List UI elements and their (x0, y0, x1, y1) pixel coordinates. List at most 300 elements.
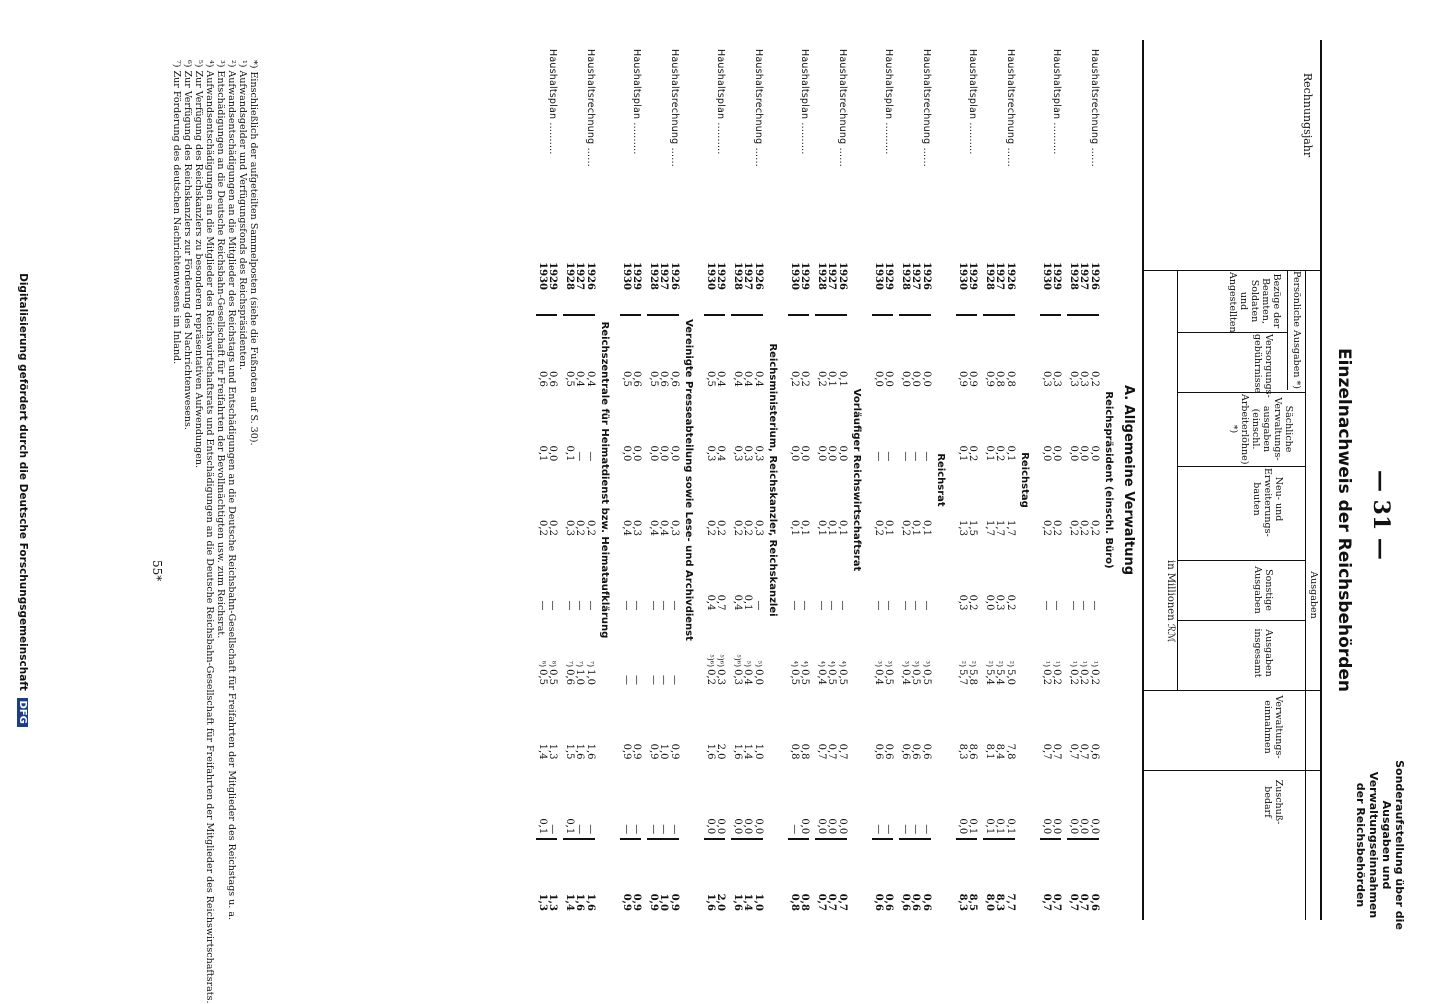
cell-versorgung: 0,2 (967, 445, 979, 462)
cell-einnahmen: 0,0 (816, 818, 827, 835)
gap-cell (783, 45, 789, 915)
cell-versorgung: 0,0 (1089, 445, 1100, 462)
cell-neubauten: — (658, 600, 670, 611)
table-row (574, 45, 585, 915)
footnote-line: ⁴) Aufwandsentschädigungen an die Mitglieder des Reichswirtschaftsrats und Entschädigungen an die Deutsche Reichsbahn-Gesellschaft für Freifahrten der Mitglieder des Reichswirtschaftsrats. (204, 60, 215, 1004)
cell-zuschuss: 1,6 (732, 839, 743, 915)
row-year: 1928 (900, 258, 911, 315)
cell-neubauten: — (921, 600, 932, 611)
col-divider (1178, 392, 1306, 393)
row-label: Haushaltsrechnung ...... (837, 49, 848, 167)
col-header-jahr: Rechnungsjahr (1301, 72, 1314, 158)
table-row (900, 45, 911, 915)
table-row (994, 45, 1005, 915)
row-label: Haushaltsplan .......... (1051, 49, 1063, 155)
cell-bezuege: 0,0 (883, 370, 895, 387)
cell-value: 0,5 (547, 669, 559, 685)
cell-insgesamt: 1,4 (742, 743, 754, 760)
table-row (1078, 45, 1089, 915)
cell-insgesamt: 0,6 (900, 743, 911, 760)
cell-versorgung: 0,0 (658, 445, 670, 462)
footnote-marker: ⁴) (838, 660, 847, 668)
page-footer-number: 55* (150, 560, 164, 582)
cell-bezuege: 0,3 (1051, 370, 1063, 387)
row-label (1068, 45, 1079, 258)
cell-sonstige (994, 614, 1005, 689)
cell-saechliche: 0,2 (1089, 520, 1100, 536)
cell-versorgung: 0,0 (799, 445, 811, 462)
cell-neubauten: — (631, 600, 643, 611)
cell-bezuege: 0,0 (910, 370, 922, 387)
cell-value: 0,2 (1089, 669, 1100, 685)
cell-value: 0,4 (900, 669, 911, 685)
row-year: 1928 (648, 258, 659, 315)
row-gap (531, 45, 537, 915)
cell-saechliche: 0,3 (631, 520, 643, 536)
footnote-marker: ⁵) (743, 660, 753, 668)
table-row (921, 45, 932, 915)
cell-insgesamt: 1,6 (732, 743, 743, 760)
row-label: Haushaltsrechnung ...... (1005, 49, 1016, 167)
gap-cell (951, 45, 957, 915)
cell-insgesamt: 8,1 (984, 743, 995, 760)
cell-einnahmen: 0,0 (742, 818, 754, 835)
table-row (669, 45, 680, 915)
cell-insgesamt: 0,9 (648, 743, 659, 760)
page-title: Einzelnachweis der Reichsbehörden (1334, 347, 1354, 693)
cell-zuschuss: 0,8 (799, 839, 810, 915)
cell-value: 0,5 (789, 669, 800, 685)
cell-value: 0,3 (715, 669, 727, 685)
cell-sonstige (715, 614, 726, 689)
cell-sonstige (621, 614, 632, 689)
row-label (957, 45, 968, 258)
col-rule (1287, 270, 1288, 390)
digitization-text: Digitalisierung gefördert durch die Deutsche Forschungsgemeinschaft (17, 273, 29, 691)
table-row (1041, 45, 1052, 915)
header-line-3: der Reichsbehörden (1354, 782, 1367, 908)
page-number: — 31 — (1368, 470, 1394, 560)
section-heading (595, 45, 615, 915)
col-header-persoenliche: Persönliche Ausgaben *) (1291, 271, 1302, 389)
cell-saechliche: 0,2 (1078, 520, 1090, 536)
cell-versorgung: 0,1 (564, 445, 575, 462)
cell-zuschuss: 1,3 (547, 839, 558, 915)
cell-versorgung: — (873, 451, 884, 462)
footnote-line: ⁵) Zur Verfügung des Reichskanzlers zu besonderen repräsentativen Aufwendungen. (193, 60, 204, 469)
cell-sonstige (837, 614, 848, 689)
cell-neubauten: — (826, 600, 838, 611)
cell-bezuege: 0,0 (921, 370, 932, 387)
footnote-marker: ⁵) (754, 660, 763, 668)
cell-saechliche: 0,2 (1051, 520, 1063, 536)
cell-saechliche: 0,3 (564, 520, 575, 536)
cell-zuschuss: 0,6 (910, 839, 921, 915)
cell-neubauten: 0,2 (967, 594, 979, 611)
cell-einnahmen: 0,0 (837, 818, 848, 835)
cell-einnahmen: 0,0 (1041, 818, 1052, 835)
row-year: 1930 (621, 258, 632, 315)
cell-einnahmen: 0,0 (957, 818, 968, 835)
row-label (621, 45, 632, 258)
cell-bezuege: 0,9 (984, 370, 995, 387)
digitization-note (17, 0, 29, 1000)
row-label (564, 45, 575, 258)
cell-zuschuss: 1,0 (753, 839, 764, 915)
cell-einnahmen: — (621, 824, 632, 835)
cell-bezuege: 0,0 (900, 370, 911, 387)
cell-neubauten: — (910, 600, 922, 611)
cell-saechliche: 0,4 (658, 520, 670, 536)
cell-insgesamt: 0,8 (799, 743, 811, 760)
cell-bezuege: 0,2 (816, 370, 827, 387)
cell-insgesamt: 0,7 (837, 743, 848, 760)
cell-zuschuss: 0,7 (1041, 839, 1052, 915)
cell-neubauten: 0,4 (705, 594, 716, 611)
footnote-marker: ²) (958, 660, 967, 668)
cell-zuschuss: 0,9 (621, 839, 632, 915)
cell-value: — (648, 675, 659, 685)
gap-cell (894, 45, 900, 915)
cell-sonstige (883, 614, 894, 689)
row-label: Haushaltsrechnung ...... (669, 49, 680, 167)
cell-saechliche: 0,1 (921, 520, 932, 536)
cell-versorgung: 0,0 (1041, 445, 1052, 462)
table-body (531, 45, 1139, 915)
cell-saechliche: 0,1 (910, 520, 922, 536)
cell-einnahmen: — (658, 824, 670, 835)
col-header-einnahmen: Verwaltungs-einnahmen (1262, 695, 1284, 759)
cell-insgesamt: 0,6 (883, 743, 895, 760)
cell-zuschuss: 0,6 (900, 839, 911, 915)
cell-value: 0,6 (564, 669, 575, 685)
cell-zuschuss: 2,0 (715, 839, 726, 915)
cell-einnahmen: 0,1 (967, 818, 979, 835)
cell-bezuege: 0,5 (705, 370, 716, 387)
cell-neubauten: — (648, 600, 659, 611)
cell-zuschuss: 8,3 (994, 839, 1005, 915)
cell-zuschuss: 1,4 (564, 839, 575, 915)
cell-einnahmen: — (883, 824, 895, 835)
cell-saechliche: 0,1 (837, 520, 848, 536)
row-year: 1928 (1068, 258, 1079, 315)
cell-zuschuss: 0,9 (669, 839, 680, 915)
section-heading (1119, 45, 1139, 915)
row-label (705, 45, 716, 258)
cell-sonstige (585, 614, 596, 689)
row-label: Haushaltsrechnung ...... (753, 49, 764, 167)
footnote-line: ⁶) Zur Verfügung des Reichskanzlers zur Förderung des Nachrichtenwesens. (182, 60, 193, 430)
row-label (537, 45, 548, 258)
cell-einnahmen: — (631, 824, 643, 835)
cell-versorgung: 0,4 (715, 445, 727, 462)
footnote-marker: ³) (911, 660, 921, 668)
table-row (873, 45, 884, 915)
row-year: 1930 (705, 258, 716, 315)
section-title: Reichsministerium, Reichskanzler, Reichskanzlei (767, 343, 779, 617)
cell-value: 0,2 (1068, 669, 1079, 685)
cell-insgesamt: 1,4 (537, 743, 548, 760)
row-label (574, 45, 585, 258)
cell-zuschuss: 0,6 (873, 839, 884, 915)
row-label: Haushaltsrechnung ...... (921, 49, 932, 167)
cell-insgesamt: 8,4 (994, 743, 1006, 760)
cell-bezuege: 0,3 (1068, 370, 1079, 387)
cell-zuschuss: 8,0 (984, 839, 995, 915)
cell-einnahmen: — (873, 824, 884, 835)
cell-zuschuss: 1,6 (585, 839, 596, 915)
row-label (1078, 45, 1089, 258)
table-row (957, 45, 968, 915)
cell-bezuege: 0,6 (537, 370, 548, 387)
row-gap (558, 45, 564, 915)
footnote-marker: ¹) (1042, 660, 1051, 668)
cell-insgesamt: 0,7 (826, 743, 838, 760)
cell-einnahmen: 0,1 (994, 818, 1006, 835)
section-title: Vorläufiger Reichswirtschaftsrat (851, 388, 863, 572)
cell-saechliche: 1,7 (994, 520, 1006, 536)
cell-einnahmen: — (910, 824, 922, 835)
cell-zuschuss: 7,7 (1005, 839, 1016, 915)
table-row (1068, 45, 1079, 915)
cell-einnahmen: 0,1 (1005, 818, 1016, 835)
cell-einnahmen: 0,0 (1089, 818, 1100, 835)
cell-versorgung: 0,3 (742, 445, 754, 462)
cell-einnahmen: 0,0 (705, 818, 716, 835)
row-gap (726, 45, 732, 915)
row-label (984, 45, 995, 258)
row-label (910, 45, 921, 258)
cell-versorgung: 0,0 (669, 445, 680, 462)
cell-saechliche: 0,1 (816, 520, 827, 536)
section-heading (847, 45, 867, 915)
table-row (537, 45, 548, 915)
row-gap (783, 45, 789, 915)
cell-einnahmen: 0,0 (1078, 818, 1090, 835)
cell-sonstige (1051, 614, 1062, 689)
footnote-marker: ⁵)⁶) (733, 654, 742, 668)
table-row (564, 45, 575, 915)
cell-versorgung: 0,0 (631, 445, 643, 462)
row-year: 1929 (967, 258, 978, 315)
cell-einnahmen: 0,1 (537, 818, 548, 835)
row-year: 1926 (1005, 258, 1016, 315)
footnote-marker: ³) (884, 660, 894, 668)
cell-value: 5,0 (1005, 669, 1016, 685)
cell-value: 0,5 (910, 669, 922, 685)
cell-neubauten: — (547, 600, 559, 611)
cell-value: 0,5 (537, 669, 548, 685)
cell-value: 0,4 (873, 669, 884, 685)
cell-versorgung: 0,0 (789, 445, 800, 462)
row-gap (978, 45, 984, 915)
cell-saechliche: 0,2 (732, 520, 743, 536)
cell-insgesamt: 0,7 (1068, 743, 1079, 760)
cell-insgesamt: 2,0 (715, 743, 727, 760)
cell-value: 0,5 (883, 669, 895, 685)
section-heading (763, 45, 783, 915)
row-year: 1927 (826, 258, 837, 315)
units-label: in Millionen ℛℳ (1165, 560, 1176, 643)
row-year: 1927 (994, 258, 1005, 315)
section-heading (1015, 45, 1035, 915)
section-main-title: A. Allgemeine Verwaltung (1121, 384, 1136, 576)
table-row (826, 45, 837, 915)
gap-cell (978, 45, 984, 915)
cell-value: 0,3 (732, 669, 743, 685)
cell-saechliche: 1,3 (957, 520, 968, 536)
cell-neubauten: — (1051, 600, 1063, 611)
cell-neubauten: 0,1 (742, 594, 754, 611)
cell-sonstige (1089, 614, 1100, 689)
section-heading (931, 45, 951, 915)
table-row (883, 45, 894, 915)
cell-neubauten: 0,3 (957, 594, 968, 611)
cell-neubauten: — (1041, 600, 1052, 611)
cell-versorgung: 0,1 (537, 445, 548, 462)
cell-einnahmen: 0,0 (826, 818, 838, 835)
row-year: 1930 (957, 258, 968, 315)
cell-insgesamt: 0,7 (816, 743, 827, 760)
row-year: 1929 (547, 258, 558, 315)
cell-bezuege: 0,6 (669, 370, 680, 387)
cell-sonstige (957, 614, 968, 689)
cell-sonstige (631, 614, 642, 689)
top-rule (1320, 40, 1322, 920)
cell-saechliche: 0,4 (648, 520, 659, 536)
row-year: 1929 (799, 258, 810, 315)
cell-einnahmen: — (585, 824, 596, 835)
cell-saechliche: 0,4 (621, 520, 632, 536)
table-row (585, 45, 596, 915)
col-divider (1178, 620, 1306, 621)
cell-einnahmen: 0,0 (715, 818, 727, 835)
cell-value: 0,2 (1051, 669, 1063, 685)
header-line-1: Sonderaufstellung über die (1393, 760, 1406, 930)
cell-versorgung: — (900, 451, 911, 462)
row-label (900, 45, 911, 258)
cell-versorgung: 0,0 (648, 445, 659, 462)
footnote-marker: ⁸) (548, 660, 558, 668)
cell-sonstige (826, 614, 837, 689)
row-label (873, 45, 884, 258)
table-row (910, 45, 921, 915)
row-label: Haushaltsrechnung ...... (1089, 49, 1100, 167)
cell-versorgung: 0,3 (753, 445, 764, 462)
footnote-marker: ²) (968, 660, 978, 668)
cell-insgesamt: 1,0 (753, 743, 764, 760)
gap-cell (699, 45, 705, 915)
cell-neubauten: 0,0 (984, 594, 995, 611)
col-divider (1142, 770, 1322, 771)
cell-insgesamt: 0,9 (621, 743, 632, 760)
section-heading (1099, 45, 1119, 915)
cell-neubauten: 0,4 (732, 594, 743, 611)
cell-bezuege: 0,4 (753, 370, 764, 387)
cell-sonstige (742, 614, 753, 689)
cell-einnahmen: 0,0 (732, 818, 743, 835)
cell-neubauten: — (753, 600, 764, 611)
cell-value: 5,4 (994, 669, 1006, 685)
cell-zuschuss: 0,7 (816, 839, 827, 915)
cell-sonstige (564, 614, 575, 689)
cell-einnahmen: 0,0 (1051, 818, 1063, 835)
table-row (705, 45, 716, 915)
cell-bezuege: 0,6 (631, 370, 643, 387)
row-year: 1929 (1051, 258, 1062, 315)
row-year: 1929 (631, 258, 642, 315)
cell-value: 1,0 (585, 669, 596, 685)
cell-neubauten: — (669, 600, 680, 611)
cell-neubauten: 0,7 (715, 594, 727, 611)
cell-zuschuss: 8,3 (957, 839, 968, 915)
cell-zuschuss: 0,7 (826, 839, 837, 915)
cell-value: 0,2 (1078, 669, 1090, 685)
cell-bezuege: 0,5 (648, 370, 659, 387)
cell-saechliche: 0,2 (873, 520, 884, 536)
cell-sonstige (753, 614, 764, 689)
row-label: Haushaltsplan .......... (631, 49, 643, 155)
cell-saechliche: 1,5 (967, 520, 979, 536)
cell-neubauten: — (564, 600, 575, 611)
cell-sonstige (658, 614, 669, 689)
table-row (799, 45, 810, 915)
row-year: 1926 (837, 258, 848, 315)
footnote-marker: ¹) (1069, 660, 1078, 668)
report-header (1354, 730, 1406, 960)
footnote-marker: ²) (1006, 660, 1015, 668)
cell-value: 0,4 (742, 669, 754, 685)
row-gap (1035, 45, 1041, 915)
cell-einnahmen: — (547, 824, 559, 835)
gap-cell (867, 45, 873, 915)
cell-sonstige (1041, 614, 1052, 689)
cell-insgesamt: 0,6 (873, 743, 884, 760)
footnote-marker: ⁷) (565, 660, 574, 668)
cell-saechliche: 0,1 (826, 520, 838, 536)
row-label (658, 45, 669, 258)
cell-bezuege: 0,5 (564, 370, 575, 387)
cell-versorgung: 0,3 (705, 445, 716, 462)
table-row (547, 45, 558, 915)
row-label (732, 45, 743, 258)
cell-zuschuss: 0,7 (1068, 839, 1079, 915)
cell-zuschuss: 0,8 (789, 839, 800, 915)
row-year: 1926 (585, 258, 596, 315)
gap-cell (1062, 45, 1068, 915)
cell-insgesamt: 0,7 (1041, 743, 1052, 760)
cell-zuschuss: 1,6 (705, 839, 716, 915)
row-label (826, 45, 837, 258)
footnote-marker: ³) (874, 660, 883, 668)
cell-neubauten: — (574, 600, 586, 611)
cell-value: — (669, 675, 680, 685)
cell-bezuege: 0,1 (826, 370, 838, 387)
cell-bezuege: 0,3 (1041, 370, 1052, 387)
cell-neubauten: — (816, 600, 827, 611)
row-year: 1928 (816, 258, 827, 315)
cell-sonstige (984, 614, 995, 689)
cell-insgesamt: 1,6 (574, 743, 586, 760)
row-year: 1930 (873, 258, 884, 315)
cell-neubauten: — (1068, 600, 1079, 611)
col-divider (1142, 690, 1322, 691)
cell-einnahmen: 0,1 (564, 818, 575, 835)
cell-zuschuss: 1,6 (574, 839, 585, 915)
table-row (967, 45, 978, 915)
cell-einnahmen: — (789, 824, 800, 835)
row-label (994, 45, 1005, 258)
